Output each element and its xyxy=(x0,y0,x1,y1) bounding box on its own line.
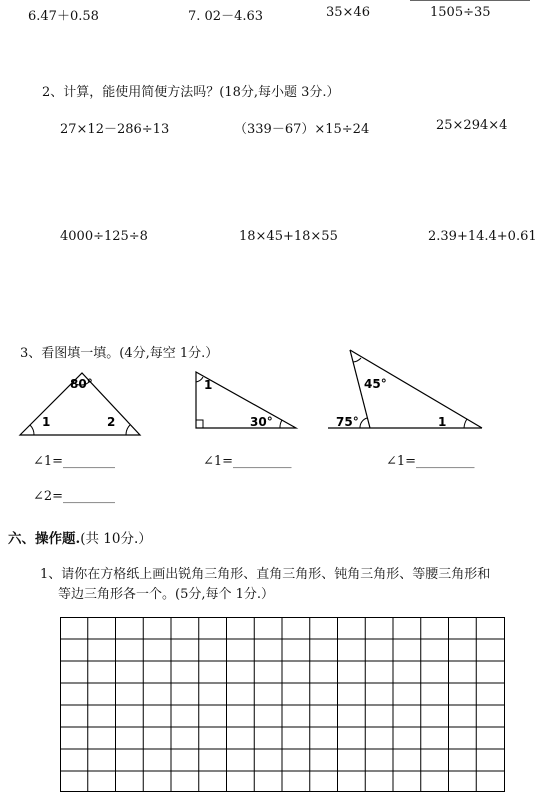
answer-blank[interactable]: ∠2=________ xyxy=(33,489,116,504)
calc-item: 18×45+18×55 xyxy=(239,229,338,244)
answer-blank[interactable]: ∠1=________ xyxy=(33,454,116,469)
section-6-title xyxy=(8,527,152,547)
calc-item: 6.47＋0.58 xyxy=(28,9,99,24)
question-3-title: 3、看图填一填。(4分,每空 1分.） xyxy=(20,346,219,361)
angle-label: 75° xyxy=(336,415,359,429)
answer-blank[interactable]: ∠1=_________ xyxy=(386,454,475,469)
triangle-2 xyxy=(196,372,296,429)
grid-paper[interactable] xyxy=(60,617,506,793)
question-1-line-1: 1、请你在方格纸上画出锐角三角形、直角三角形、钝角三角形、等腰三角形和 xyxy=(40,567,491,582)
calc-item: 27×12－286÷13 xyxy=(60,122,170,137)
angle-label: 1 xyxy=(204,378,213,392)
calc-item: 1505÷35 xyxy=(430,5,491,20)
triangle-1 xyxy=(20,373,140,435)
angle-label: 45° xyxy=(364,377,387,391)
answer-blank[interactable]: ∠1=_________ xyxy=(203,454,292,469)
calc-item: 7. 02－4.63 xyxy=(188,9,264,24)
calc-item: 4000÷125÷8 xyxy=(60,229,148,244)
angle-label: 80° xyxy=(70,377,93,391)
angle-label: 1 xyxy=(42,415,51,429)
calc-item: 25×294×4 xyxy=(436,118,508,133)
angle-label: 2 xyxy=(107,415,116,429)
calc-item: 35×46 xyxy=(326,5,370,20)
angle-label: 30° xyxy=(250,415,273,429)
triangle-3 xyxy=(328,350,482,429)
angle-label: 1 xyxy=(438,415,447,429)
calc-item: （339－67）×15÷24 xyxy=(234,122,370,137)
question-1-line-2: 等边三角形各一个。(5分,每个 1分.） xyxy=(58,587,275,602)
calc-item: 2.39+14.4+0.61 xyxy=(428,229,537,244)
question-2-title: 2、计算，能使用简便方法吗？(18分,每小题 3分.） xyxy=(42,85,340,100)
section-6-points: (共 10分.） xyxy=(80,531,152,547)
section-6-heading: 六、操作题. xyxy=(8,531,81,547)
